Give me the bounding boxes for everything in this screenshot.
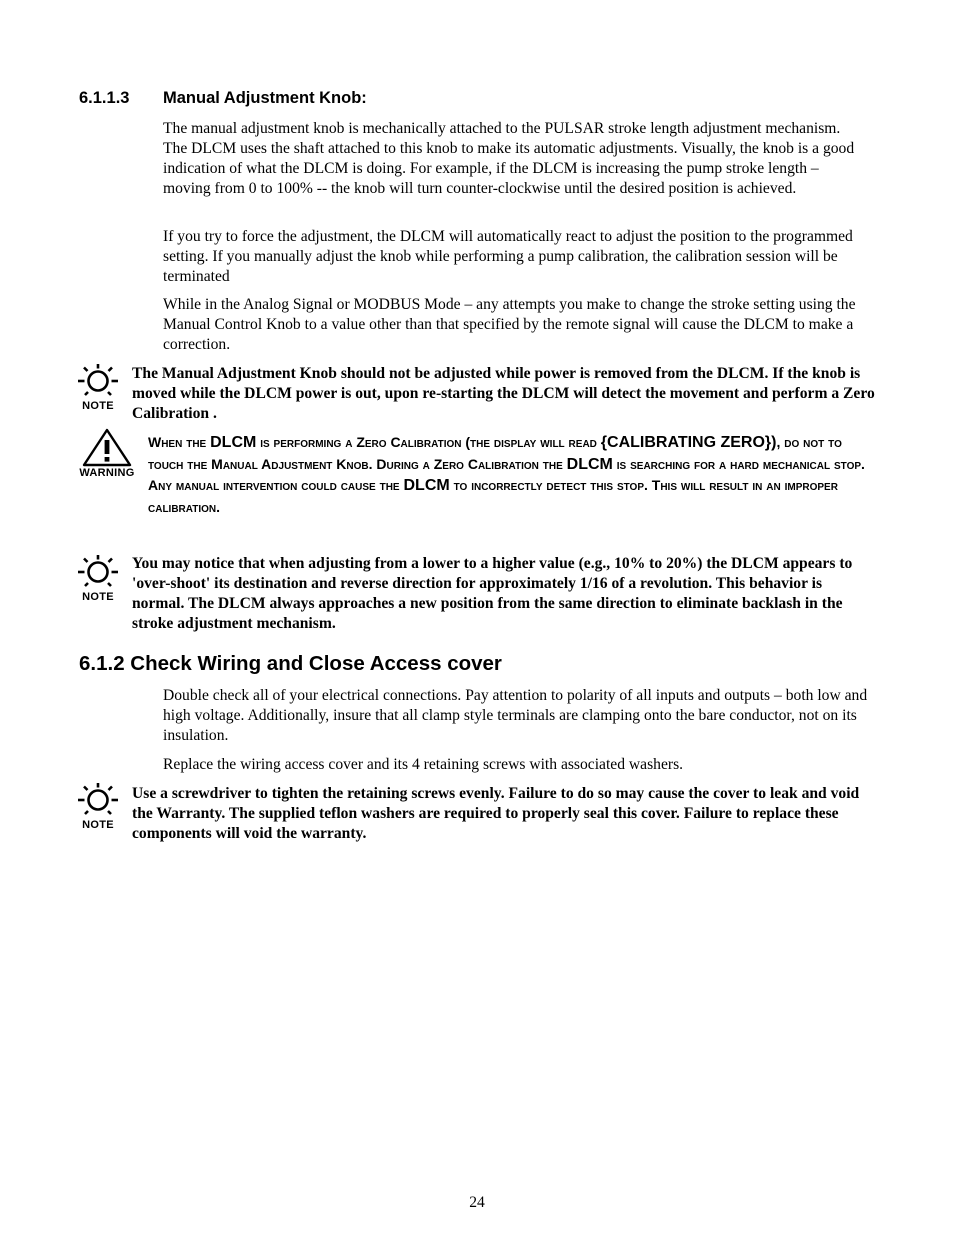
section-number: 6.1.1.3 — [79, 89, 130, 107]
warning-text-zero-calibration — [148, 432, 878, 518]
warning-triangle-icon — [81, 427, 133, 467]
lightbulb-icon — [76, 553, 120, 591]
paragraph-replace-cover: Replace the wiring access cover and its 4 retaining screws with associated washers. — [163, 756, 684, 773]
note-label: NOTE — [82, 400, 114, 412]
warning-icon-block — [76, 427, 138, 479]
warning-text-part: When the — [148, 434, 211, 450]
page-number: 24 — [469, 1194, 485, 1211]
lightbulb-icon — [76, 362, 120, 400]
paragraph-analog-modbus: While in the Analog Signal or MODBUS Mode – any attempts you make to change the stroke setting using the Manual Control Knob to a value other than that specified by the remote signal will cause the DLCM to make a correction. — [163, 296, 856, 353]
section-heading-612: 6.1.2 Check Wiring and Close Access cover — [79, 652, 502, 675]
note-text-screwdriver: Use a screwdriver to tighten the retaining screws evenly. Failure to do so may cause the cover to leak and void the Warranty. The supplied teflon washers are required to properly seal this cover. Failure to replace these components will void the warranty. — [132, 785, 860, 842]
warning-text-part: is searching for a hard mechanical stop. Any manual intervention could cause the — [148, 455, 865, 493]
paragraph-force-adjustment: If you try to force the adjustment, the DLCM will automatically react to adjust the position to the programmed setting. If you manually adjust the knob while performing a pump calibration, the calibration session will be terminated — [163, 228, 853, 285]
note-icon-block — [68, 362, 128, 412]
warning-label: WARNING — [79, 467, 135, 479]
note-icon-block — [68, 553, 128, 603]
paragraph-check-connections: Double check all of your electrical connections. Pay attention to polarity of all inputs and outputs – both low and high voltage. Additionally, insure that all clamp style terminals are clamping onto the bare conductor, not on its insulation. — [163, 687, 868, 744]
warning-text-part: is performing a Zero Calibration (the display will read — [256, 434, 601, 450]
warning-dlcm: DLCM — [566, 455, 613, 473]
section-heading-6113 — [79, 89, 367, 108]
section-title: Manual Adjustment Knob: — [163, 89, 367, 107]
lightbulb-icon — [76, 781, 120, 819]
warning-text-part: , do not to touch the Manual Adjustment Knob. During a Zero Calibration the — [148, 434, 842, 472]
warning-text-part: to incorrectly detect this stop. This will result in an improper calibration. — [148, 477, 838, 515]
note-icon-block — [68, 781, 128, 831]
note-label: NOTE — [82, 819, 114, 831]
warning-dlcm: DLCM — [210, 434, 257, 451]
warning-display-message: {CALIBRATING ZERO}) — [600, 434, 777, 451]
paragraph-knob-mechanism: The manual adjustment knob is mechanically attached to the PULSAR stroke length adjustment mechanism. The DLCM uses the shaft attached to this knob to make its automatic adjustments. Visually, the knob is a good indication of what the DLCM is doing. For example, if the DLCM is increasing the pump stroke length – moving from 0 to 100% -- the knob will turn counter-clockwise until the desired position is achieved. — [163, 120, 855, 197]
note-text-overshoot: You may notice that when adjusting from a lower to a higher value (e.g., 10% to 20%) the DLCM appears to 'over-shoot' its destination and reverse direction for approximately 1/16 of a revolution. This behavior is normal. The DLCM always approaches a new position from the same direction to eliminate backlash in the stroke adjustment mechanism. — [132, 555, 853, 632]
note-label: NOTE — [82, 591, 114, 603]
warning-dlcm: DLCM — [403, 477, 450, 494]
note-text-knob-power: The Manual Adjustment Knob should not be adjusted while power is removed from the DLCM. If the knob is moved while the DLCM power is out, upon re-starting the DLCM will detect the movement and perform a Zero Calibration . — [132, 365, 875, 422]
